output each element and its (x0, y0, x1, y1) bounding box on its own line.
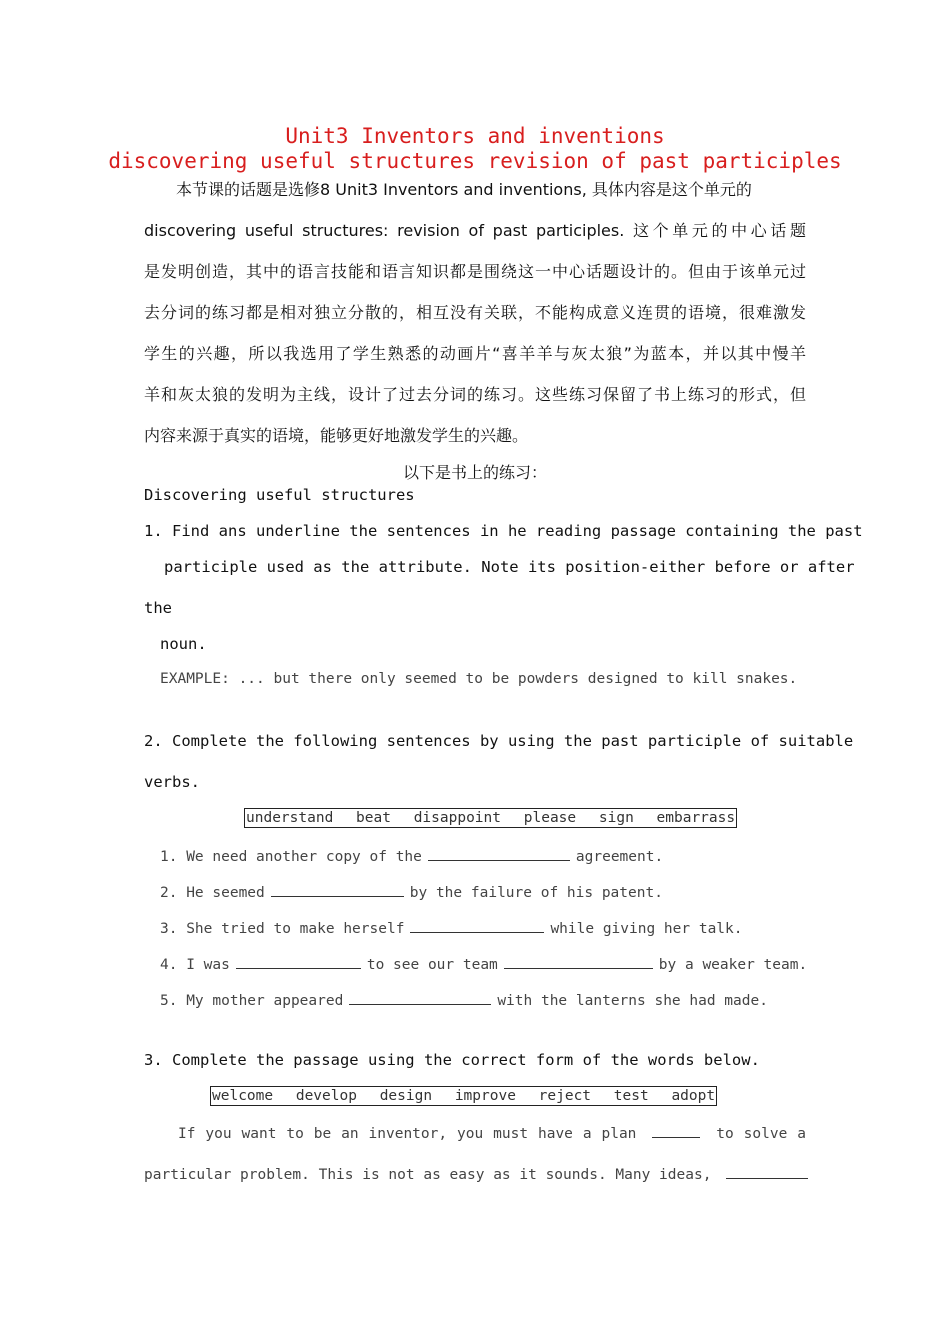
q3-word: design (379, 1088, 433, 1104)
q3-word: adopt (671, 1088, 716, 1104)
answer-blank[interactable] (349, 990, 491, 1005)
q3-word: reject (538, 1088, 592, 1104)
q2-word: embarrass (656, 810, 736, 826)
q3-word: test (613, 1088, 649, 1104)
q3-line-1: 3. Complete the passage using the correct form of the words below. (144, 1051, 760, 1069)
title-line-1: Unit3 Inventors and inventions (285, 124, 665, 148)
intro-line-4: 去分词的练习都是相对独立分散的，相互没有关联，不能构成意义连贯的语境，很难激发 (144, 303, 806, 322)
q2-line-2: verbs. (144, 773, 200, 791)
q2-line-1: 2. Complete the following sentences by using the past participle of suitable (144, 732, 854, 750)
q2-word: understand (246, 810, 334, 826)
intro-line-3: 是发明创造，其中的语言技能和语言知识都是围绕这一中心话题设计的。但由于该单元过 (144, 262, 806, 281)
intro-line-1: 本节课的话题是选修8 Unit3 Inventors and inventions, 具体内容是这个单元的 (176, 180, 752, 199)
q1-example: EXAMPLE: ... but there only seemed to be powders designed to kill snakes. (160, 671, 798, 687)
intro-line-6: 羊和灰太狼的发明为主线，设计了过去分词的练习。这些练习保留了书上练习的形式，但 (144, 385, 806, 404)
answer-blank[interactable] (410, 918, 544, 933)
title-line-2: discovering useful structures revision of past participles (108, 149, 842, 173)
answer-blank[interactable] (271, 882, 404, 897)
q2-item-2: 2. He seemed by the failure of his patent. (160, 882, 822, 901)
q3-passage-line-2: particular problem. This is not as easy as it sounds. Many ideas, (144, 1164, 806, 1183)
section-heading: Discovering useful structures (144, 486, 415, 504)
book-exercises-heading: 以下是书上的练习： (402, 463, 547, 482)
q2-word: please (523, 810, 577, 826)
intro-line-5: 学生的兴趣，所以我选用了学生熟悉的动画片“喜羊羊与灰太狼”为蓝本，并以其中慢羊 (144, 344, 806, 363)
answer-blank[interactable] (726, 1164, 808, 1179)
answer-blank[interactable] (428, 846, 570, 861)
q2-word-box (244, 808, 737, 828)
q2-item-1: 1. We need another copy of the agreement. (160, 846, 822, 865)
q3-passage-line-1: If you want to be an inventor, you must have a plan to solve a (178, 1123, 806, 1142)
q1-line-2: participle used as the attribute. Note its position-either before or after (164, 558, 855, 576)
q2-item-3: 3. She tried to make herself while giving her talk. (160, 918, 822, 937)
answer-blank[interactable] (236, 954, 361, 969)
answer-blank[interactable] (652, 1123, 700, 1138)
q2-word: disappoint (413, 810, 502, 826)
q3-word: improve (454, 1088, 516, 1104)
q2-item-4: 4. I was to see our team by a weaker team. (160, 954, 822, 973)
q2-word: beat (356, 810, 391, 826)
q1-line-4: noun. (160, 635, 207, 653)
q1-line-1: 1. Find ans underline the sentences in he reading passage containing the past (144, 522, 863, 540)
q3-word: welcome (212, 1088, 274, 1104)
q1-line-3: the (144, 599, 172, 617)
q2-word: sign (598, 810, 634, 826)
intro-line-7: 内容来源于真实的语境，能够更好地激发学生的兴趣。 (144, 426, 529, 445)
answer-blank[interactable] (504, 954, 653, 969)
q3-word-box (210, 1086, 717, 1106)
intro-line-2: discovering useful structures: revision of past participles. 这个单元的中心话题 (144, 221, 806, 240)
q3-word: develop (295, 1088, 357, 1104)
q2-item-5: 5. My mother appeared with the lanterns she had made. (160, 990, 822, 1009)
